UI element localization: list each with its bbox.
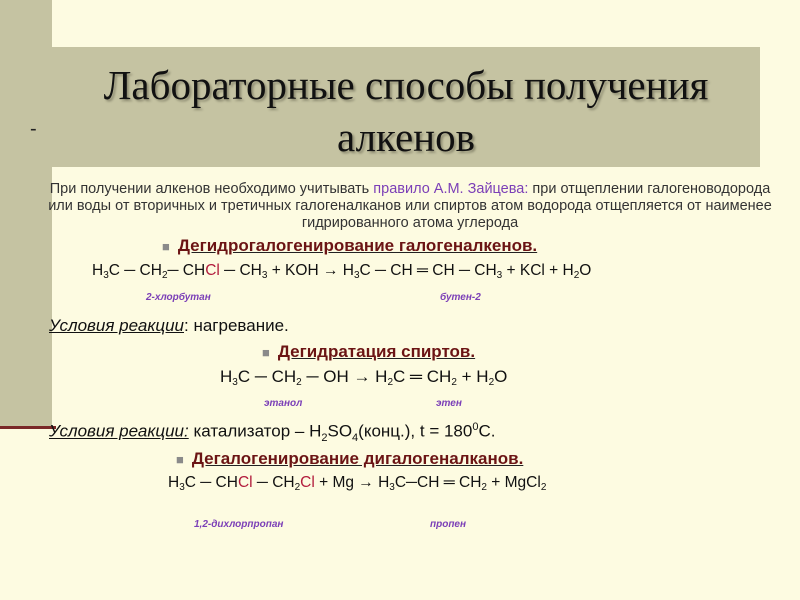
intro-paragraph	[40, 181, 780, 232]
equation-1: $H_3C$ ─ $CH_2─$ CHCl ─ $CH_3$ + KOH → $H_3C$ ─ CH ═ CH ─ $CH_3$ + KCl + $H_2O$	[92, 262, 592, 281]
zaitsev-rule-link-text: правило А.М. Зайцева:	[373, 181, 529, 197]
product-label-3: пропен	[430, 519, 467, 530]
title-line-1: Лабораторные способы получения	[103, 62, 709, 108]
left-accent-line	[0, 426, 56, 429]
condition-2-label: Условия реакции:	[49, 421, 189, 441]
section-heading-1	[162, 236, 537, 256]
section-heading-3-text: Дегалогенирование дигалогеналканов.	[191, 449, 524, 468]
square-bullet-icon: ■	[176, 452, 184, 467]
section-heading-2-text: Дегидратация спиртов.	[277, 342, 476, 361]
condition-2: Условия реакции: катализатор – $H_2SO_4(конц.)$, $t = 180^0C$.	[49, 421, 496, 445]
section-heading-3	[176, 449, 523, 469]
condition-1-text: : нагревание.	[184, 316, 289, 335]
title-line-2: алкенов	[337, 114, 475, 160]
intro-text-2: при отщеплении галогеноводорода или воды от вторичных и третичных галогеналканов или спиртов атом водорода отщепляется от наименее гидрированного атома углерода	[48, 181, 772, 231]
equation-3: $H_3C$ ─ CHCl ─ $CH_2Cl + Mg$ → $H_3C─CH$ ═ $CH_2$ + MgCl$_2$	[168, 474, 547, 493]
condition-1-label: Условия реакции	[49, 316, 184, 335]
page-title	[52, 47, 760, 163]
square-bullet-icon: ■	[262, 345, 270, 360]
square-bullet-icon: ■	[162, 239, 170, 254]
equation-2: $H_3C$ ─ $CH_2$ ─ OH → $H_2C$ ═ $CH_2 + H_2O$	[220, 367, 508, 388]
dash-mark: -	[30, 118, 37, 140]
title-box	[52, 47, 760, 167]
product-label-2: этен	[436, 398, 462, 409]
condition-1	[49, 316, 289, 336]
intro-text-1: При получении алкенов необходимо учитывать	[49, 181, 374, 197]
section-heading-2	[262, 342, 475, 362]
reactant-label-3: 1,2-дихлорпропан	[194, 519, 284, 530]
reactant-label-1: 2-хлорбутан	[146, 292, 211, 303]
product-label-1: бутен-2	[440, 292, 481, 303]
section-heading-1-text: Дегидрогалогенирование галогеналкенов.	[177, 236, 538, 255]
reactant-label-2: этанол	[264, 398, 303, 409]
